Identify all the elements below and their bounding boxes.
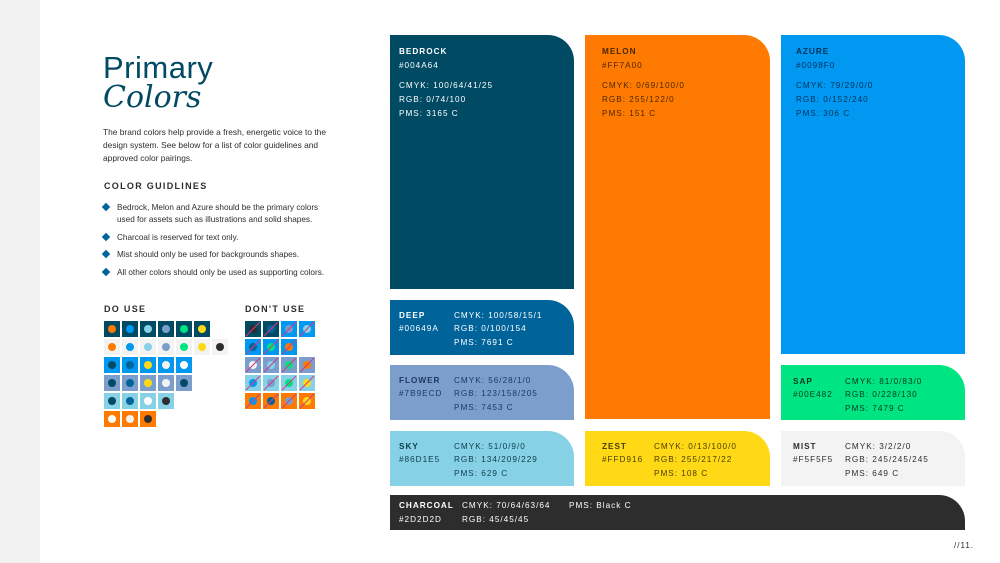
pairing-swatch (122, 393, 138, 409)
page-title-italic: Colors (103, 80, 202, 115)
pairing-swatch (158, 375, 174, 391)
diamond-bullet-icon (102, 268, 110, 276)
pairing-swatch (176, 339, 192, 355)
page-title: Primary (103, 50, 214, 85)
pairing-swatch (263, 321, 279, 337)
pairing-swatch (245, 339, 261, 355)
pairing-swatch (299, 393, 315, 409)
dont-use-heading: DON'T USE (245, 304, 306, 314)
pairing-swatch (212, 339, 228, 355)
swatch-zest: ZEST #FFD916 CMYK: 0/13/100/0 RGB: 255/217/22 PMS: 108 C (585, 431, 770, 486)
pairing-swatch (140, 339, 156, 355)
guidelines-list (103, 202, 353, 285)
pairing-swatch (140, 357, 156, 373)
swatch-charcoal: CHARCOAL #2D2D2D CMYK: 70/64/63/64 RGB: 45/45/45 PMS: Black C (390, 495, 965, 530)
pairing-swatch (245, 321, 261, 337)
pairing-swatch (104, 357, 120, 373)
pairing-swatch (299, 321, 315, 337)
pairing-swatch (158, 393, 174, 409)
diamond-bullet-icon (102, 203, 110, 211)
page-number: //11. (954, 541, 974, 550)
pairing-swatch (281, 393, 297, 409)
guidelines-heading: COLOR GUIDLINES (104, 181, 208, 191)
pairing-swatch (122, 357, 138, 373)
pairing-swatch (245, 375, 261, 391)
pairing-swatch (263, 357, 279, 373)
guideline-item: Mist should only be used for backgrounds shapes. (103, 249, 353, 261)
swatch-sap: SAP #00E482 CMYK: 81/0/83/0 RGB: 0/228/130 PMS: 7479 C (781, 365, 965, 420)
diamond-bullet-icon (102, 232, 110, 240)
pairing-swatch (122, 411, 138, 427)
pairing-swatch (122, 375, 138, 391)
swatch-sky: SKY #86D1E5 CMYK: 51/0/9/0 RGB: 134/209/229 PMS: 629 C (390, 431, 574, 486)
guideline-item: Bedrock, Melon and Azure should be the primary colors used for assets such as illustrations and solid shapes. (103, 202, 353, 226)
guideline-item: All other colors should only be used as supporting colors. (103, 267, 353, 279)
pairing-swatch (140, 321, 156, 337)
pairing-swatch (245, 357, 261, 373)
pairing-swatch (281, 375, 297, 391)
pairing-swatch (158, 321, 174, 337)
pairing-swatch (140, 375, 156, 391)
swatch-azure: AZURE #0098F0 CMYK: 79/29/0/0 RGB: 0/152/240 PMS: 306 C (781, 35, 965, 354)
pairing-swatch (281, 321, 297, 337)
pairing-swatch (281, 357, 297, 373)
pairing-swatch (263, 339, 279, 355)
pairing-swatch (158, 339, 174, 355)
pairing-swatch (263, 375, 279, 391)
pairing-swatch (281, 339, 297, 355)
pairing-swatch (176, 375, 192, 391)
pairing-swatch (122, 339, 138, 355)
pairing-swatch (158, 357, 174, 373)
pairing-swatch (104, 411, 120, 427)
pairing-swatch (194, 339, 210, 355)
pairing-swatch (299, 375, 315, 391)
dont-use-pairings (245, 321, 317, 411)
pairing-swatch (104, 339, 120, 355)
pairing-swatch (176, 357, 192, 373)
left-margin-strip (0, 0, 40, 563)
pairing-swatch (176, 321, 192, 337)
do-use-heading: DO USE (104, 304, 147, 314)
pairing-swatch (122, 321, 138, 337)
swatch-mist: MIST #F5F5F5 CMYK: 3/2/2/0 RGB: 245/245/245 PMS: 649 C (781, 431, 965, 486)
do-use-pairings (104, 321, 230, 429)
diamond-bullet-icon (102, 250, 110, 258)
swatch-flower: FLOWER #7B9ECD CMYK: 56/28/1/0 RGB: 123/158/205 PMS: 7453 C (390, 365, 574, 420)
pairing-swatch (140, 393, 156, 409)
swatch-deep: DEEP #00649A CMYK: 100/58/15/1 RGB: 0/100/154 PMS: 7691 C (390, 300, 574, 355)
pairing-swatch (299, 357, 315, 373)
pairing-swatch (104, 321, 120, 337)
pairing-swatch (104, 393, 120, 409)
intro-paragraph: The brand colors help provide a fresh, energetic voice to the design system. See below for a list of color guidelines and approved color pairings. (103, 127, 326, 163)
pairing-swatch (140, 411, 156, 427)
pairing-swatch (194, 321, 210, 337)
pairing-swatch (245, 393, 261, 409)
guideline-item: Charcoal is reserved for text only. (103, 232, 353, 244)
swatch-bedrock: BEDROCK #004A64 CMYK: 100/64/41/25 RGB: 0/74/100 PMS: 3165 C (390, 35, 574, 289)
swatch-melon: MELON #FF7A00 CMYK: 0/69/100/0 RGB: 255/122/0 PMS: 151 C (585, 35, 770, 419)
pairing-swatch (263, 393, 279, 409)
pairing-swatch (104, 375, 120, 391)
